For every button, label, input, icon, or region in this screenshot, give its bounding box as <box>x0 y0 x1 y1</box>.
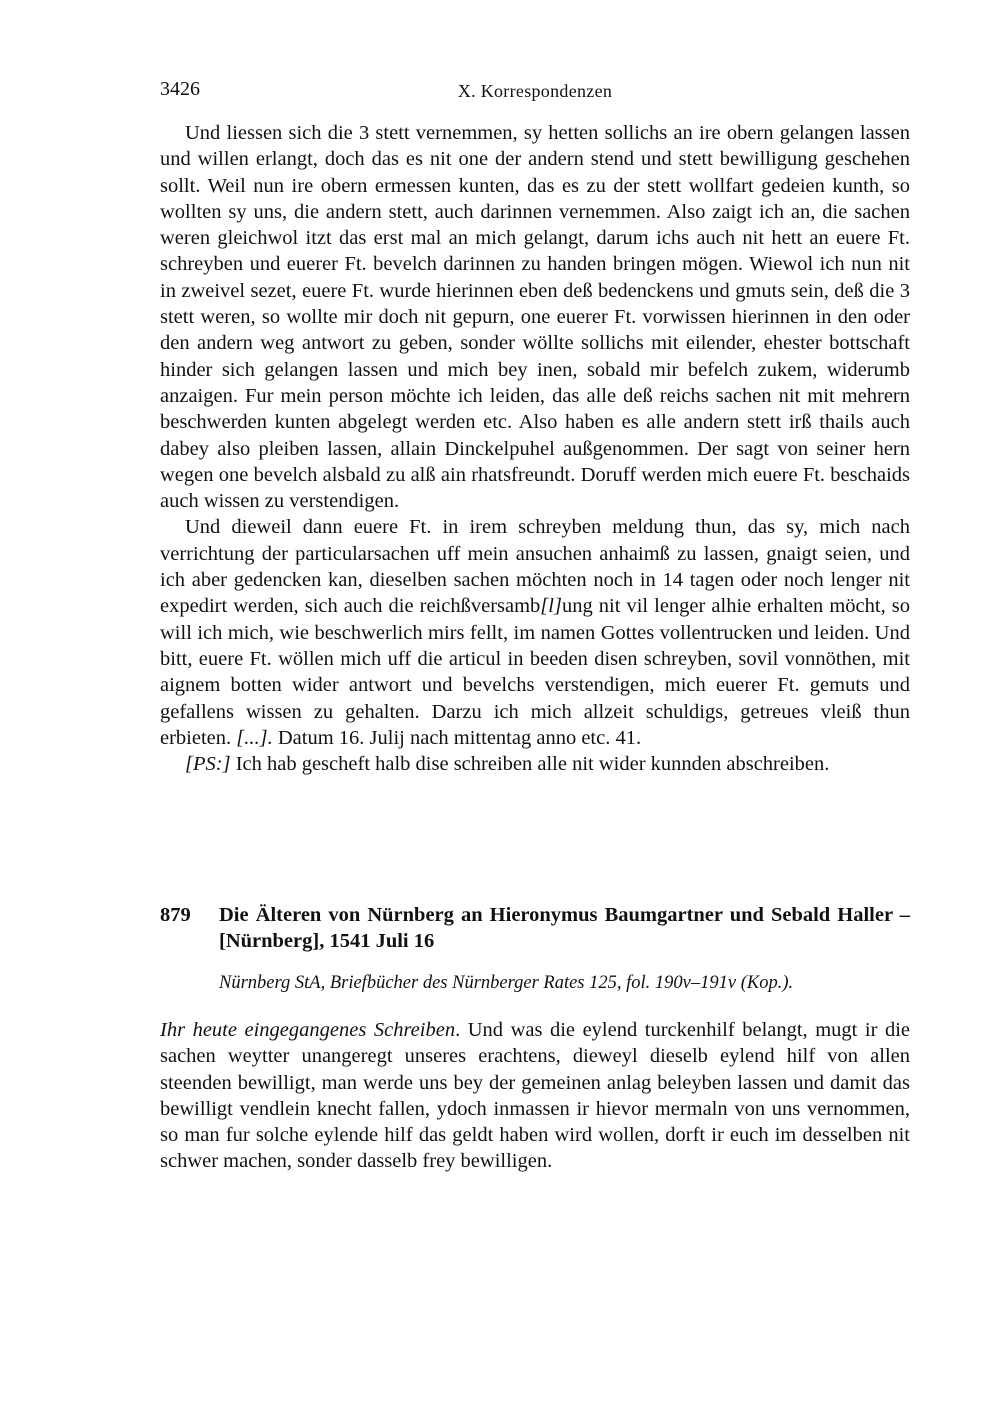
editorial-insertion: [l] <box>540 595 562 618</box>
editorial-omission: [...]. <box>236 726 273 749</box>
postscript-text: Ich hab gescheft halb dise schreiben alle nit wider kunnden abschreiben. <box>235 753 830 776</box>
document-body-text: . Und was die eylend turckenhilf belangt, mugt ir die sachen weytter unangeregt unseres erachtens, dieweyl dieselb eylend hilf von allen steenden bewilligt, man werde uns bey der gemeinen anlag beleyben lassen und damit das bewilligt vendlein knecht fallen, ydoch inmassen ir hievor mermaln von uns vernommen, so man fur solche eylende hilf das geldt haben wird wollen, dorft ir euch im desselben nit schwer machen, sonder dasselb frey bewilligen. <box>160 1019 910 1173</box>
document-heading <box>160 902 910 954</box>
source-reference: Nürnberg StA, Briefbücher des Nürnberger Rates 125, fol. 190v–191v (Kop.). <box>219 973 794 993</box>
editorial-summary: Ihr heute eingegangenes Schreiben <box>160 1019 456 1041</box>
letter-continuation <box>160 120 910 777</box>
paragraph-2-text-a: Und dieweil dann euere Ft. in irem schreyben meldung thun, das sy, mich nach verrichtung der particularsachen uff mein ansuchen anhaimß zu lassen, gnaigt seien, und ich aber gedencken kan, dieselben sachen möchten noch in 14 tagen oder noch lenger nit expedirt werden, sich auch die reichßversamb <box>160 516 910 618</box>
page-number: 3426 <box>160 78 200 100</box>
paragraph-2 <box>160 514 910 751</box>
page-header <box>160 78 910 106</box>
document-title: Die Älteren von Nürnberg an Hieronymus Baumgartner und Sebald Haller – [Nürnberg], 1541 Juli 16 <box>219 904 910 952</box>
postscript <box>160 751 910 777</box>
paragraph-2-text-b: ung nit vil lenger alhie erhalten möcht, so will ich mich, wie beschwerlich mirs fellt, im namen Gottes vollentrucken und leiden. Und bitt, euere Ft. wöllen mich uff die articul in beeden disen schreyben, sovil vonnöthen, mit aignem botten wider antwort und bevelchs verstendigen, mich euerer Ft. gemuts und gefallens wissen zu gehalten. Darzu ich mich allzeit schuldigs, getreues vleiß thun erbieten. <box>160 595 910 749</box>
document-body <box>160 1017 910 1175</box>
document-number: 879 <box>160 904 191 926</box>
document-body-paragraph <box>160 1017 910 1175</box>
running-title: X. Korrespondenzen <box>457 81 613 101</box>
paragraph-1: Und liessen sich die 3 stett vernemmen, sy hetten sollichs an ire obern gelangen lassen und willen erlangt, doch das es nit one der andern stend und stett bewilligung geschehen sollt. Weil nun ire obern ermessen kunten, das es zu der stett wollfart gedeien kunth, so wollten sy uns, die andern stett, auch darinnen vernemmen. Also zaigt ich an, die sachen weren gleichwol itzt das erst mal an mich gelangt, darum ichs auch nit hett an euere Ft. schreyben und euerer Ft. bevelch darinnen zu handen bringen mögen. Wiewol ich nun nit in zweivel sezet, euere Ft. wurde hierinnen eben deß bedenckens und gmuts sein, deß die 3 stett weren, so wollte mir doch nit gepurn, one euerer Ft. vorwissen hierinnen in den oder den andern weg antwort zu geben, sonder wöllte sollichs mit eilender, ehester bottschaft hinder sich gelangen lassen und mich bey inen, sobald mir befelch zukem, widerumb anzaigen. Fur mein person möchte ich leiden, das alle deß reichs sachen nit mit mehrern beschwerden kunten abgelegt werden etc. Also haben es alle andern stett irß thails auch dabey also pleiben lassen, allain Dinckelpuhel außgenommen. Der sagt von seiner hern wegen one bevelch alsbald zu alß ain rhatsfreundt. Doruff werden mich euere Ft. beschaids auch wissen zu verstendigen. <box>160 122 910 513</box>
paragraph-2-dating: Datum 16. Julij nach mittentag anno etc. 41. <box>277 726 642 749</box>
postscript-mark: [PS:] <box>185 753 231 776</box>
